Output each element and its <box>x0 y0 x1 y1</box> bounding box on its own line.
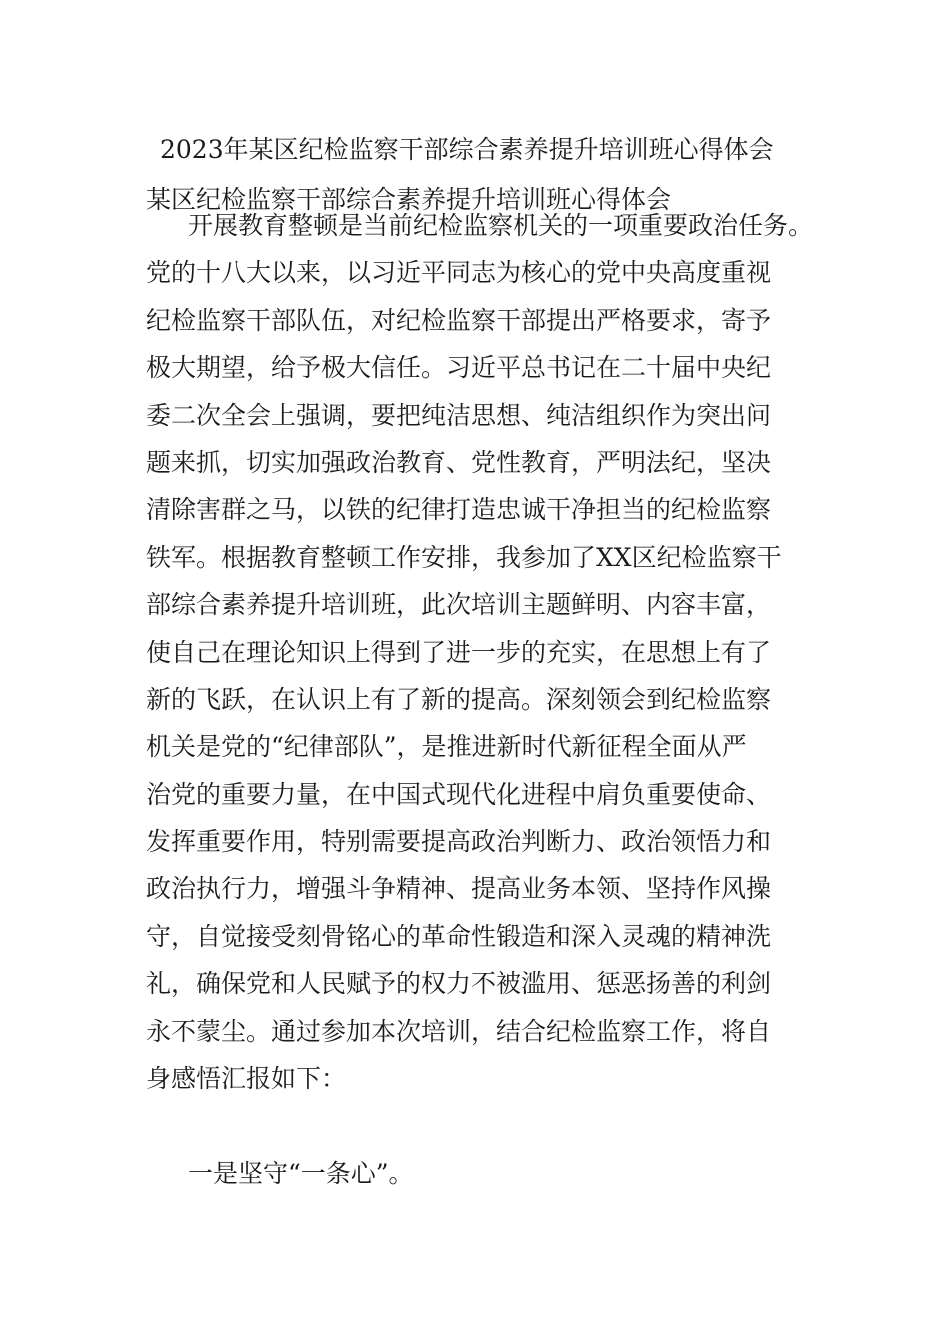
paragraph-line: 礼，确保党和人民赋予的权力不被滥用、惩恶扬善的利剑 <box>146 969 772 999</box>
paragraph-line: 委二次全会上强调，要把纯洁思想、纯洁组织作为突出问 <box>146 400 772 430</box>
paragraph-line: 使自己在理论知识上得到了进一步的充实，在思想上有了 <box>146 637 772 667</box>
paragraph-line: 清除害群之马，以铁的纪律打造忠诚干净担当的纪检监察 <box>146 495 772 525</box>
paragraph-line: 发挥重要作用，特别需要提高政治判断力、政治领悟力和 <box>146 827 772 857</box>
paragraph-line: 政治执行力，增强斗争精神、提高业务本领、坚持作风操 <box>146 874 772 904</box>
paragraph-line: 守，自觉接受刻骨铭心的革命性锻造和深入灵魂的精神洗 <box>146 921 772 951</box>
paragraph-line: 身感悟汇报如下： <box>146 1064 347 1094</box>
paragraph-line: 治党的重要力量，在中国式现代化进程中肩负重要使命、 <box>146 779 772 809</box>
paragraph-1 <box>146 202 826 1102</box>
paragraph-line: 机关是党的“纪律部队”，是推进新时代新征程全面从严 <box>146 732 747 762</box>
paragraph-line: 部综合素养提升培训班，此次培训主题鲜明、内容丰富， <box>146 590 772 620</box>
paragraph-line: 新的飞跃，在认识上有了新的提高。深刻领会到纪检监察 <box>146 684 772 714</box>
paragraph-2: 一是坚守“一条心”。 <box>188 1159 414 1188</box>
paragraph-line: 永不蒙尘。通过参加本次培训，结合纪检监察工作，将自 <box>146 1016 772 1046</box>
paragraph-line: 开展教育整顿是当前纪检监察机关的一项重要政治任务。 <box>188 211 814 240</box>
document-title: 2023年某区纪检监察干部综合素养提升培训班心得体会 <box>160 135 774 164</box>
document-subtitle: 某区纪检监察干部综合素养提升培训班心得体会 <box>146 185 672 214</box>
paragraph-line: 党的十八大以来，以习近平同志为核心的党中央高度重视 <box>146 258 772 288</box>
paragraph-line: 题来抓，切实加强政治教育、党性教育，严明法纪，坚决 <box>146 447 772 477</box>
paragraph-line: 极大期望，给予极大信任。习近平总书记在二十届中央纪 <box>146 353 772 383</box>
paragraph-line: 铁军。根据教育整顿工作安排，我参加了XX区纪检监察干 <box>146 542 782 572</box>
paragraph-line: 纪检监察干部队伍，对纪检监察干部提出严格要求，寄予 <box>146 305 772 335</box>
